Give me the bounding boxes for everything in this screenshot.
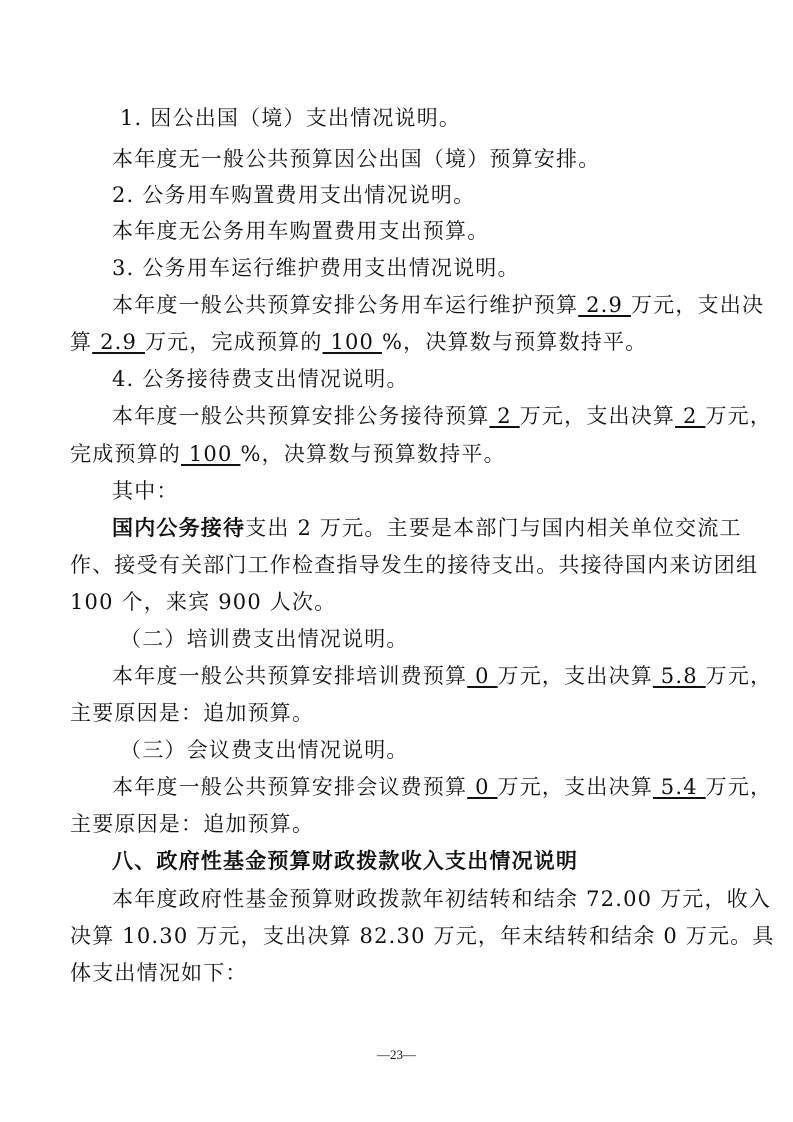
meeting-reason: 主要原因是：追加预算。 [70, 812, 315, 836]
fund-body-line-3: 体支出情况如下： [70, 961, 248, 985]
vehicle-pct-value: 100 [322, 330, 382, 354]
meeting-budget-value: 0 [467, 775, 498, 799]
section-3-body-line-2 [70, 327, 738, 357]
section-4-body-line-2 [70, 439, 738, 469]
reception-budget-value: 2 [489, 404, 520, 428]
domestic-reception-line-2: 作、接受有关部门工作检查指导发生的接待支出。共接待国内来访团组 [70, 553, 759, 577]
among-label: 其中： [112, 479, 179, 503]
section-4-body-line-1 [112, 401, 773, 431]
section-1-body: 本年度无一般公共预算因公出国（境）预算安排。 [112, 147, 601, 171]
reception-pct-value: 100 [181, 442, 241, 466]
vehicle-budget-value: 2.9 [578, 293, 631, 317]
section-3-heading: 3. 公务用车运行维护费用支出情况说明。 [112, 256, 520, 280]
text: 本年度一般公共预算安排公务接待预算 [112, 404, 490, 428]
text: 万元，支出决算 [497, 775, 653, 799]
section-4-heading: 4. 公务接待费支出情况说明。 [112, 367, 409, 391]
domestic-reception-line-1 [112, 513, 742, 543]
meeting-body-line-1 [112, 772, 773, 802]
text: 万元，完成预算的 [144, 330, 323, 354]
text: 万元，支出决算 [497, 664, 653, 688]
page-number: —23— [377, 1047, 416, 1062]
meeting-actual-value: 5.4 [652, 775, 706, 799]
text: %，决算数与预算数持平。 [382, 330, 648, 354]
fund-heading: 八、政府性基金预算财政拨款收入支出情况说明 [112, 849, 579, 873]
section-2-body: 本年度无公务用车购置费用支出预算。 [112, 219, 490, 243]
text: 万元， [705, 775, 773, 799]
text: 万元，支出决 [630, 293, 765, 317]
training-heading: （二）培训费支出情况说明。 [120, 627, 409, 651]
text: 完成预算的 [70, 442, 181, 466]
section-1-heading: 1. 因公出国（境）支出情况说明。 [120, 106, 462, 130]
text: %，决算数与预算数持平。 [240, 442, 506, 466]
text: 支出 2 万元。主要是本部门与国内相关单位交流工 [245, 516, 742, 540]
meeting-heading: （三）会议费支出情况说明。 [120, 738, 409, 762]
text: 本年度一般公共预算安排公务用车运行维护预算 [112, 293, 579, 317]
reception-actual-value: 2 [675, 404, 706, 428]
domestic-reception-label: 国内公务接待 [112, 516, 246, 540]
section-2-heading: 2. 公务用车购置费用支出情况说明。 [112, 183, 476, 207]
fund-body-line-2: 决算 10.30 万元，支出决算 82.30 万元，年末结转和结余 0 万元。具 [70, 924, 775, 948]
vehicle-actual-value: 2.9 [92, 330, 145, 354]
training-reason: 主要原因是：追加预算。 [70, 701, 315, 725]
training-actual-value: 5.8 [652, 664, 706, 688]
domestic-reception-line-3: 100 个，来宾 900 人次。 [70, 590, 337, 614]
text: 万元，支出决算 [519, 404, 676, 428]
text: 本年度一般公共预算安排培训费预算 [112, 664, 468, 688]
training-budget-value: 0 [467, 664, 498, 688]
text: 万元， [705, 404, 773, 428]
fund-body-line-1: 本年度政府性基金预算财政拨款年初结转和结余 72.00 万元，收入 [112, 887, 772, 911]
text: 万元， [705, 664, 773, 688]
text: 本年度一般公共预算安排会议费预算 [112, 775, 468, 799]
text: 算 [70, 330, 93, 354]
section-3-body-line-1 [112, 290, 765, 320]
training-body-line-1 [112, 661, 773, 691]
